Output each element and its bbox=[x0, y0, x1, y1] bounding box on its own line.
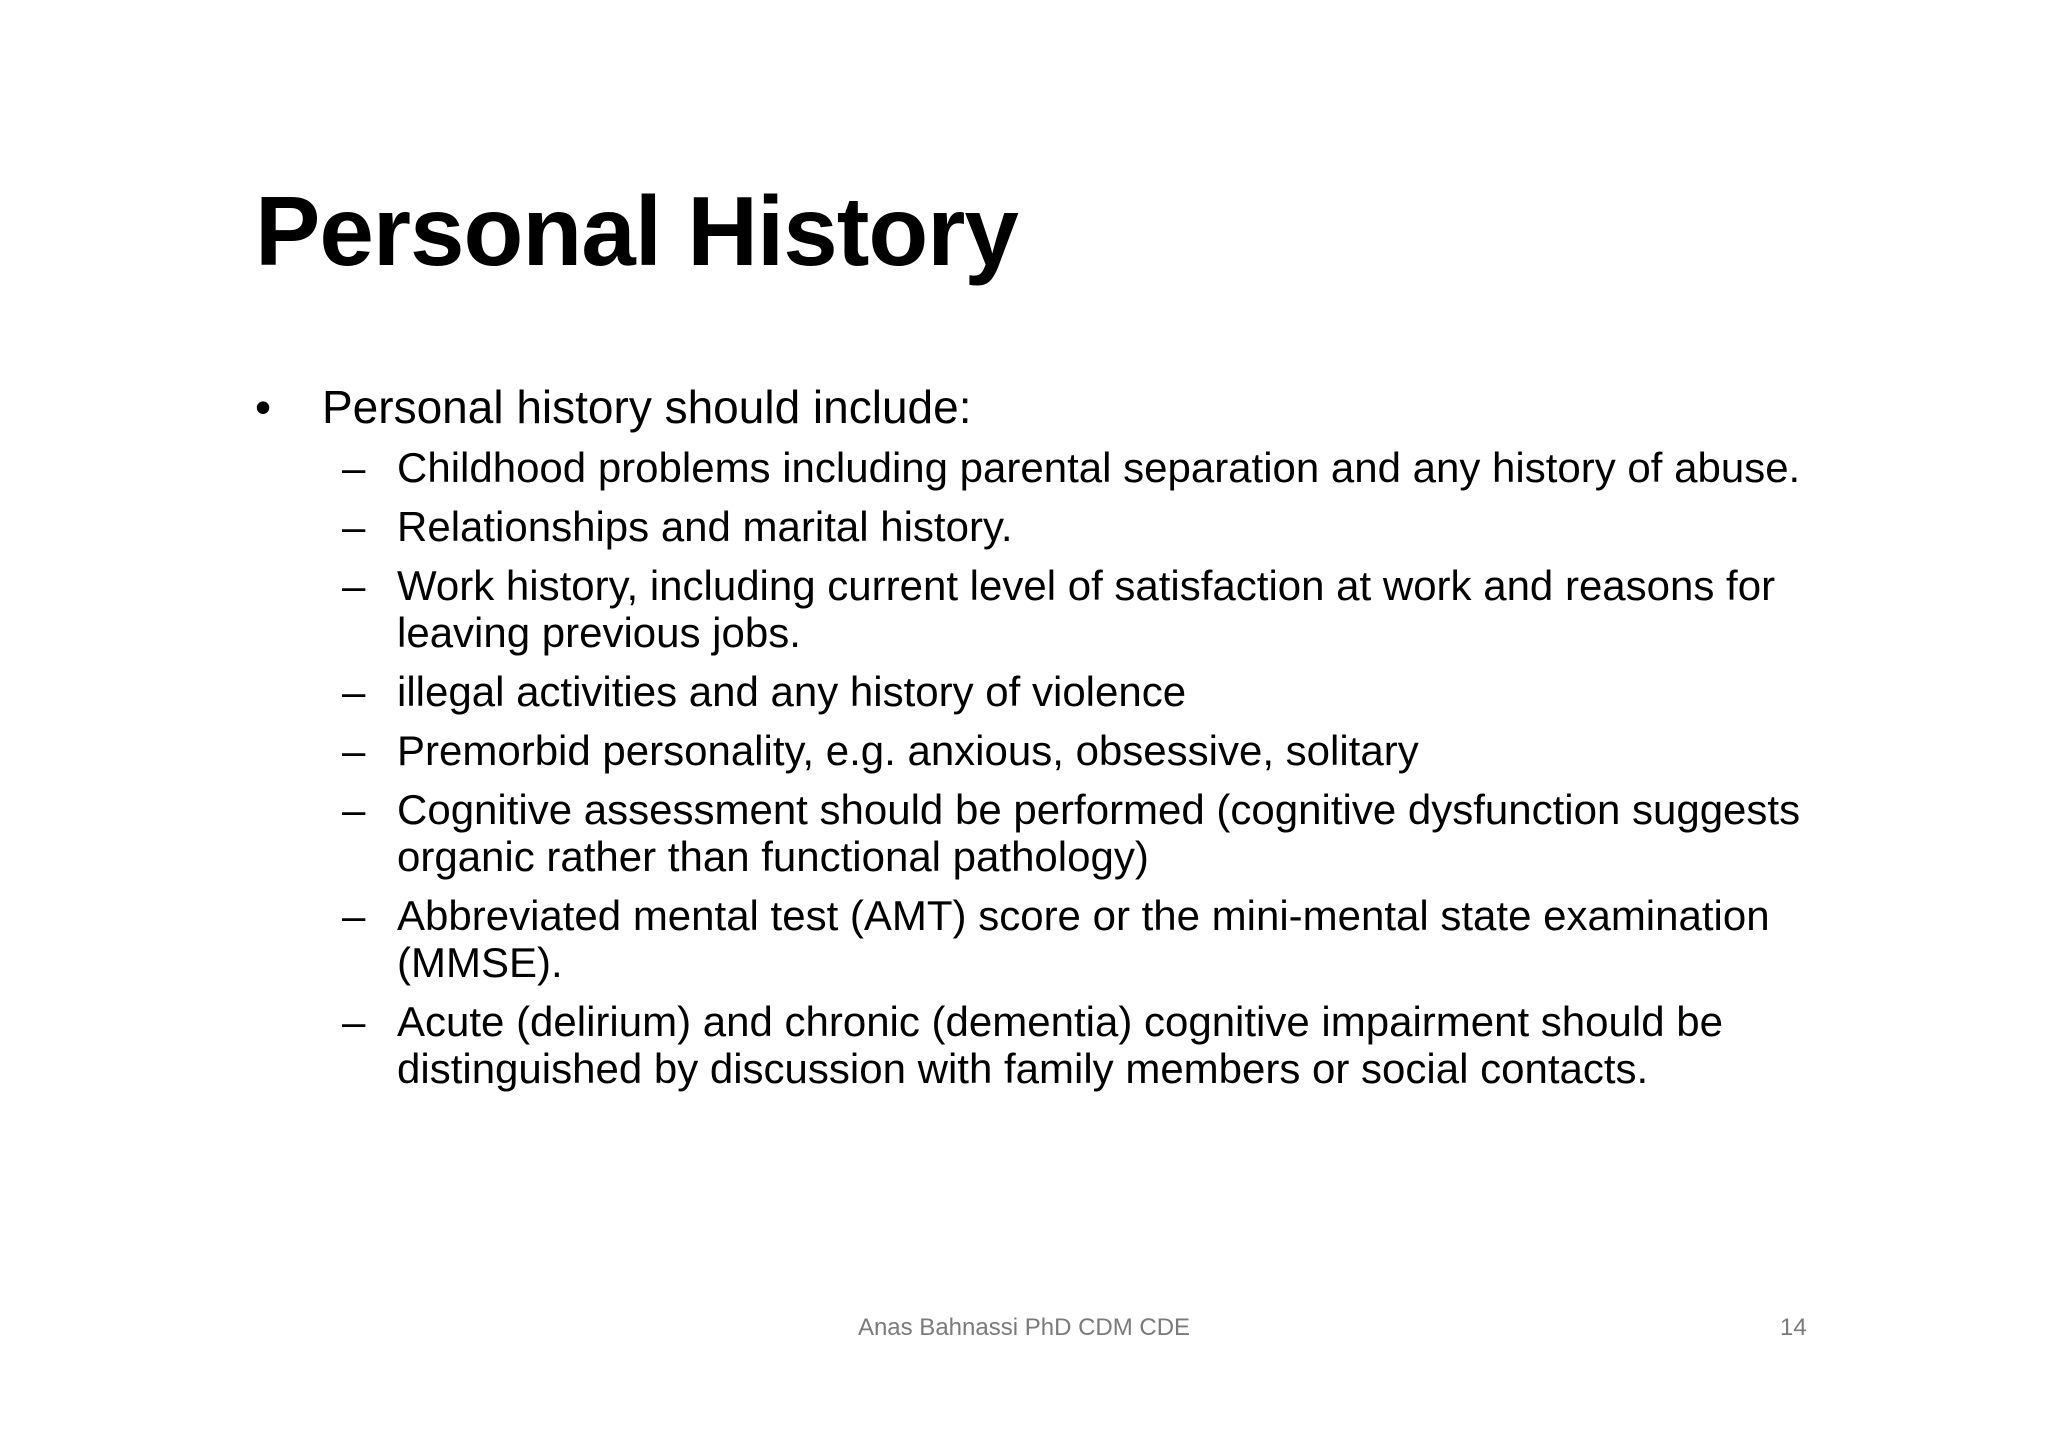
list-item-text: Acute (delirium) and chronic (dementia) cognitive impairment should be distinguished by discussion with family members or social contacts. bbox=[397, 998, 1723, 1092]
slide-title: Personal History bbox=[255, 176, 1018, 286]
list-item-text: Cognitive assessment should be performed (cognitive dysfunction suggests organic rather than functional pathology) bbox=[397, 786, 1801, 880]
dash-icon: – bbox=[342, 786, 366, 833]
dash-icon: – bbox=[342, 503, 366, 550]
dash-icon: – bbox=[342, 668, 366, 715]
list-item bbox=[342, 727, 1855, 774]
sub-bullet-list bbox=[255, 444, 1855, 1092]
slide-content bbox=[255, 380, 1855, 1104]
list-item-text: illegal activities and any history of violence bbox=[397, 668, 1187, 715]
list-item-text: Abbreviated mental test (AMT) score or the mini-mental state examination (MMSE). bbox=[397, 892, 1770, 986]
list-item bbox=[342, 503, 1855, 550]
list-item bbox=[342, 562, 1855, 656]
list-item-text: Work history, including current level of satisfaction at work and reasons for leaving previous jobs. bbox=[397, 562, 1776, 656]
dash-icon: – bbox=[342, 444, 366, 491]
dash-icon: – bbox=[342, 727, 366, 774]
dash-icon: – bbox=[342, 892, 366, 939]
list-item bbox=[342, 892, 1855, 986]
list-item bbox=[342, 786, 1855, 880]
list-item bbox=[342, 998, 1855, 1092]
slide-footer: Anas Bahnassi PhD CDM CDE bbox=[857, 1314, 1191, 1341]
main-bullet bbox=[255, 380, 1855, 434]
bullet-dot-icon: • bbox=[255, 381, 272, 433]
list-item bbox=[342, 668, 1855, 715]
list-item-text: Childhood problems including parental separation and any history of abuse. bbox=[397, 444, 1801, 491]
list-item-text: Premorbid personality, e.g. anxious, obsessive, solitary bbox=[397, 727, 1419, 774]
list-item-text: Relationships and marital history. bbox=[397, 503, 1013, 550]
main-bullet-text: Personal history should include: bbox=[322, 381, 972, 433]
dash-icon: – bbox=[342, 998, 366, 1045]
dash-icon: – bbox=[342, 562, 366, 609]
list-item bbox=[342, 444, 1855, 491]
page-number: 14 bbox=[1780, 1314, 1807, 1341]
